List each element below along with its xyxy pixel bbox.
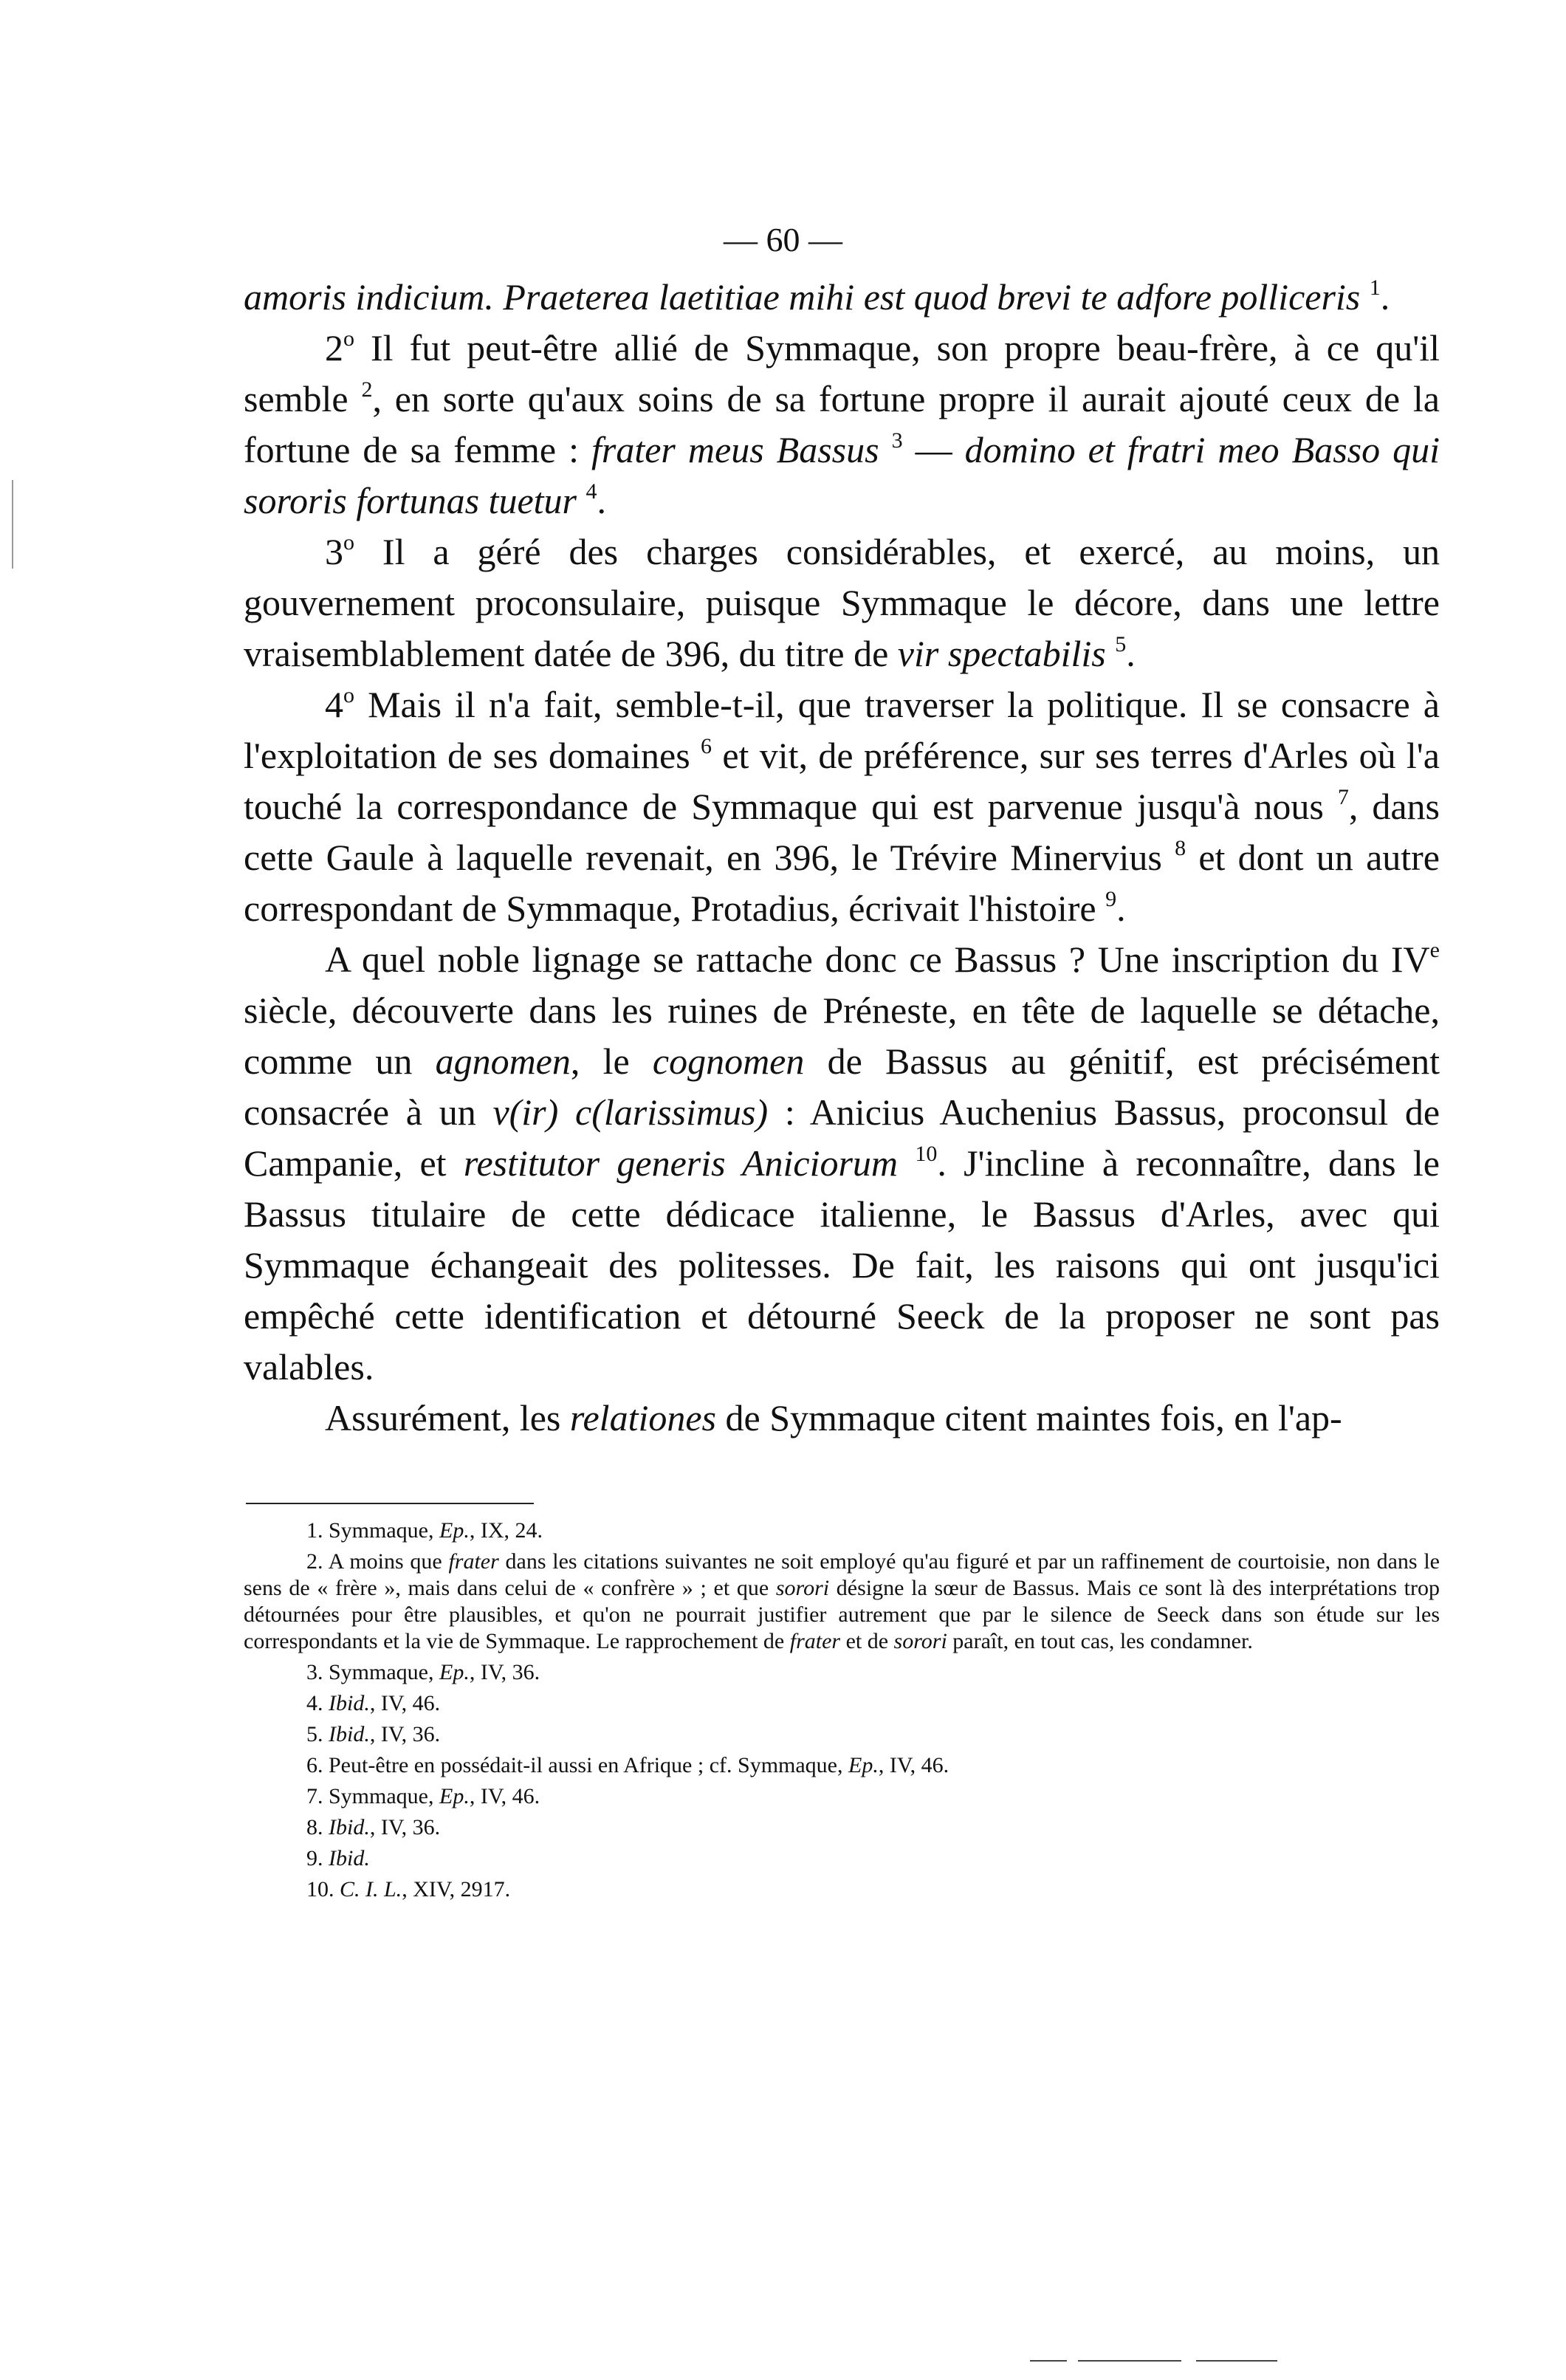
body-text: [244, 272, 1440, 1444]
footnote-8: 8. Ibid., IV, 36.: [306, 1815, 441, 1839]
footnote-ref: 8: [1175, 836, 1186, 860]
page-number: — 60 —: [724, 221, 842, 258]
footnote-2: 2. A moins que frater dans les citations suivantes ne soit employé qu'au figuré et par un raffinement de courtoisie, non dans le sens de « frère », mais dans celui de « confrère » ; et que sorori désigne la sœur de Bassus. Mais ce sont là des interprétations trop détournées pour être plausibles, et qu'on ne pourrait justifier autrement que par le silence de Seeck dans son étude sur les correspondants et la vie de Symmaque. Le rapprochement de frater et de sorori paraît, en tout cas, les condamner.: [244, 1549, 1440, 1653]
paragraph-point-3: 3$^o$ Il a géré des charges considérables, et exercé, au moins, un gouvernement proconsulaire, puisque Symmaque le décore, dans une lettre vraisemblablement datée de 396, du titre de vir spectabilis $^5$.: [244, 530, 1440, 674]
footnote-ref: 3: [891, 428, 903, 453]
scan-bottom-line: [1196, 2360, 1277, 2362]
footnote-ref: 2: [361, 377, 373, 402]
footnote-ref: 5: [1115, 632, 1127, 656]
footnote-ref: 9: [1105, 887, 1117, 911]
paragraph-point-2: 2$^o$ Il fut peut-être allié de Symmaque, son propre beau-frère, à ce qu'il semble $^2$, en sorte qu'aux soins de sa fortune propre il aurait ajouté ceux de la fortune de sa femme : frater meus Bassus $^3$ — domino et fratri meo Basso qui sororis fortunas tuetur $^4$.: [244, 326, 1440, 521]
footnote-ref: 7: [1337, 785, 1349, 809]
latin-quote: amoris indicium. Praeterea laetitiae mihi est quod brevi te adfore polliceris: [244, 276, 1361, 318]
footnote-9: 9. Ibid.: [306, 1846, 370, 1870]
paragraph-lineage: A quel noble lignage se rattache donc ce Bassus ? Une inscription du IVe siècle, découverte dans les ruines de Préneste, en tête de laquelle se détache, comme un agnomen, le cognomen de Bassus au génitif, est précisément consacrée à un v(ir) c(larissimus) : Anicius Auchenius Bassus, proconsul de Campanie, et restitutor generis Aniciorum $^{10}$. J'incline à reconnaître, dans le Bassus titulaire de cette dédicace italienne, le Bassus d'Arles, avec qui Symmaque échangeait des politesses. De fait, les raisons qui ont jusqu'ici empêché cette identification et détourné Seeck de la proposer ne sont pas valables.: [244, 938, 1440, 1388]
scan-bottom-line: [1030, 2360, 1067, 2362]
scan-margin-mark: [12, 480, 13, 569]
footnote-divider: [246, 1503, 534, 1504]
footnote-ref: 4: [585, 479, 597, 504]
footnote-7: 7. Symmaque, Ep., IV, 46.: [306, 1784, 540, 1808]
footnote-5: 5. Ibid., IV, 36.: [306, 1722, 441, 1746]
footnotes: [244, 1517, 1440, 1907]
footnote-6: 6. Peut-être en possédait-il aussi en Afrique ; cf. Symmaque, Ep., IV, 46.: [306, 1753, 949, 1777]
footnote-ref: 6: [701, 734, 712, 758]
footnote-1: 1. Symmaque, Ep., IX, 24.: [306, 1518, 543, 1543]
paragraph-point-4: 4$^o$ Mais il n'a fait, semble-t-il, que traverser la politique. Il se consacre à l'exploitation de ses domaines $^6$ et vit, de préférence, sur ses terres d'Arles où l'a touché la correspondance de Symmaque qui est parvenue jusqu'à nous $^7$, dans cette Gaule à laquelle revenait, en 396, le Trévire Minervius $^8$ et dont un autre correspondant de Symmaque, Protadius, écrivait l'histoire $^9$.: [244, 683, 1440, 929]
footnote-ref: 10: [915, 1142, 938, 1166]
footnote-4: 4. Ibid., IV, 46.: [306, 1691, 441, 1715]
footnote-ref: 1: [1369, 275, 1381, 300]
paragraph-continuation: amoris indicium. Praeterea laetitiae mihi est quod brevi te adfore polliceris $^1$.: [244, 275, 1390, 318]
footnote-3: 3. Symmaque, Ep., IV, 36.: [306, 1660, 540, 1684]
paragraph-relationes: Assurément, les relationes de Symmaque citent maintes fois, en l'ap-: [325, 1397, 1342, 1438]
scan-bottom-line: [1078, 2360, 1181, 2362]
footnote-10: 10. C. I. L., XIV, 2917.: [306, 1877, 511, 1901]
